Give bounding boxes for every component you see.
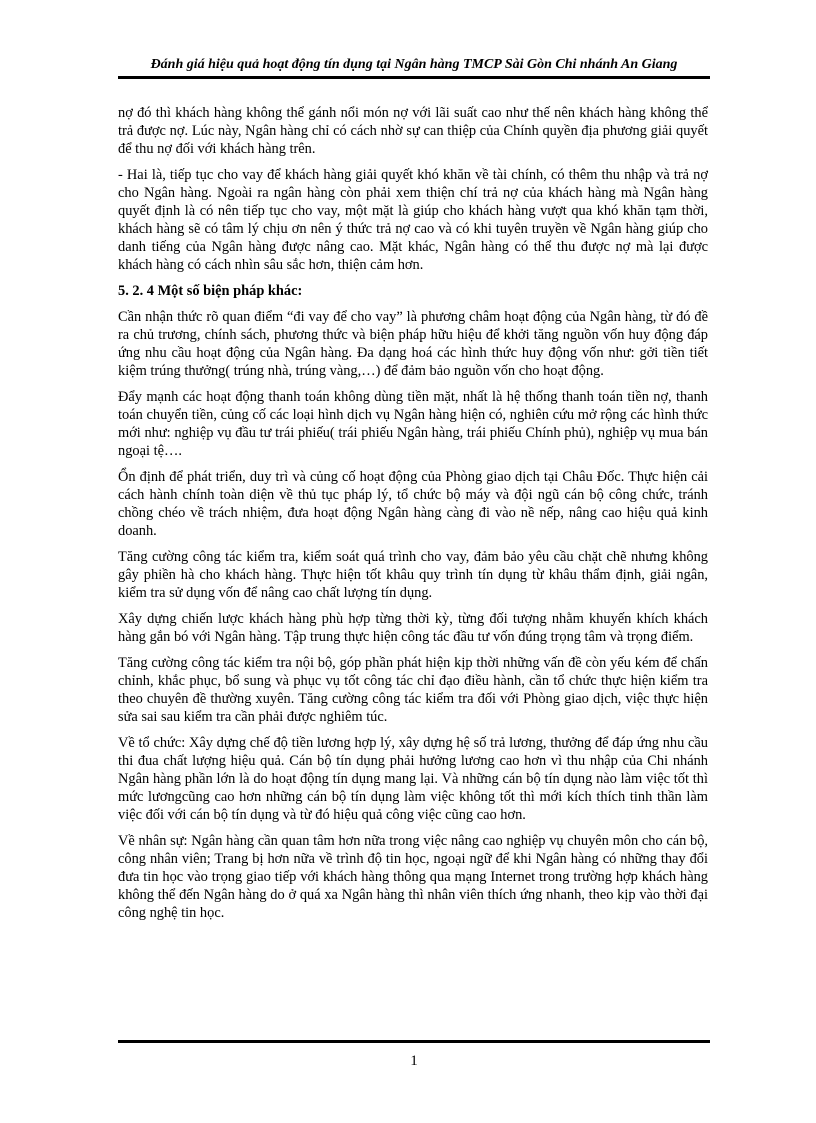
body-paragraph: Tăng cường công tác kiểm tra nội bộ, góp phần phát hiện kịp thời những vấn đề còn yếu kém để chấn chỉnh, khắc phục, bổ sung và phục vụ tốt công tác chỉ đạo điều hành, cần tổ chức thực hiện kiểm tra theo chuyên đề thường xuyên. Tăng cường công tác kiểm tra đối với Phòng giao dịch, việc thực hiện sửa sai sau kiểm tra cần phải được nghiêm túc. bbox=[118, 655, 708, 725]
page-number: 1 bbox=[410, 1053, 418, 1069]
body-paragraph: Cần nhận thức rõ quan điểm “đi vay để cho vay” là phương châm hoạt động của Ngân hàng, từ đó đề ra chủ trương, chính sách, phương thức và biện pháp hữu hiệu để khởi tăng nguồn vốn huy động đáp ứng nhu cầu hoạt động của Ngân hàng. Đa dạng hoá các hình thức huy động vốn như: gởi tiền tiết kiệm trúng thưởng( trúng nhà, trúng vàng,…) để đảm bảo nguồn vốn cho hoạt động. bbox=[118, 309, 708, 379]
running-header: Đánh giá hiệu quả hoạt động tín dụng tại Ngân hàng TMCP Sài Gòn Chi nhánh An Giang bbox=[150, 57, 678, 72]
body-paragraph: Ổn định để phát triển, duy trì và củng cố hoạt động của Phòng giao dịch tại Châu Đốc. Thực hiện cải cách hành chính toàn diện về thủ tục pháp lý, tổ chức bộ máy và đội ngũ cán bộ công chức, tránh chồng chéo về trách nhiệm, đưa hoạt động Ngân hàng càng đi vào nề nếp, nâng cao hiệu quả kinh doanh. bbox=[118, 469, 708, 539]
body-paragraph: Về tổ chức: Xây dựng chế độ tiền lương hợp lý, xây dựng hệ số trả lương, thưởng để đáp ứng nhu cầu thi đua chất lượng hiệu quả. Cán bộ tín dụng phải hưởng lương cao hơn vì thu nhập của Chi nhánh Ngân hàng phần lớn là do hoạt động tín dụng mang lại. Và những cán bộ tín dụng nào làm việc tốt thì mức lươngcũng cao hơn những cán bộ tín dụng làm việc không tốt thì mới kích thích tinh thần làm việc đối với cán bộ tín dụng và từ đó hiệu quả công việc cũng cao hơn. bbox=[118, 735, 708, 823]
body-paragraph: Tăng cường công tác kiểm tra, kiểm soát quá trình cho vay, đảm bảo yêu cầu chặt chẽ nhưng không gây phiền hà cho khách hàng. Thực hiện tốt khâu quy trình tín dụng từ khâu thẩm định, giải ngân, kiểm tra sử dụng vốn để nâng cao chất lượng tín dụng. bbox=[118, 549, 708, 601]
body-paragraph: Đẩy mạnh các hoạt động thanh toán không dùng tiền mặt, nhất là hệ thống thanh toán tiền nợ, thanh toán chuyển tiền, củng cố các loại hình dịch vụ Ngân hàng hiện có, nghiên cứu mở rộng các hình thức mới như: nghiệp vụ đầu tư trái phiếu( trái phiếu Ngân hàng, trái phiếu Chính phủ), nghiệp vụ mua bán ngoại tệ…. bbox=[118, 389, 708, 459]
section-heading: 5. 2. 4 Một số biện pháp khác: bbox=[118, 283, 303, 299]
footer-rule bbox=[118, 1040, 710, 1043]
body-paragraph: - Hai là, tiếp tục cho vay để khách hàng giải quyết khó khăn về tài chính, có thêm thu nhập và trả nợ cho Ngân hàng. Ngoài ra ngân hàng còn phải xem thiện chí trả nợ của khách hàng mà Ngân hàng quyết định là có nên tiếp tục cho vay, một mặt là giúp cho khách hàng vượt qua khó khăn tạm thời, khách hàng sẽ có tâm lý chịu ơn nên ý thức trả nợ cao và có khi tuyên truyền về Ngân hàng giúp cho danh tiếng của Ngân hàng được nâng cao. Mặt khác, Ngân hàng có thể thu được nợ mà lại được khách hàng có cách nhìn sâu sắc hơn, thiện cảm hơn. bbox=[118, 167, 708, 273]
body-paragraph: Về nhân sự: Ngân hàng cần quan tâm hơn nữa trong việc nâng cao nghiệp vụ chuyên môn cho cán bộ, công nhân viên; Trang bị hơn nữa về trình độ tin học, ngoại ngữ để khi Ngân hàng có những thay đổi đưa tin học vào trọng giao tiếp với khách hàng thông qua mạng Internet trong trường hợp khách hàng không thể đến Ngân hàng do ở quá xa Ngân hàng thì nhân viên thích ứng nhanh, theo kịp vào thời đại công nghệ tin học. bbox=[118, 833, 708, 921]
header-rule bbox=[118, 76, 710, 79]
body-paragraph: nợ đó thì khách hàng không thể gánh nổi món nợ với lãi suất cao như thế nên khách hàng không thể trả được nợ. Lúc này, Ngân hàng chỉ có cách nhờ sự can thiệp của Chính quyền địa phương giải quyết để thu nợ đối với khách hàng trên. bbox=[118, 105, 708, 157]
body-paragraph: Xây dựng chiến lược khách hàng phù hợp từng thời kỳ, từng đối tượng nhằm khuyến khích khách hàng gắn bó với Ngân hàng. Tập trung thực hiện công tác đầu tư vốn đúng trọng tâm và trọng điểm. bbox=[118, 611, 708, 645]
body-content bbox=[118, 104, 708, 930]
